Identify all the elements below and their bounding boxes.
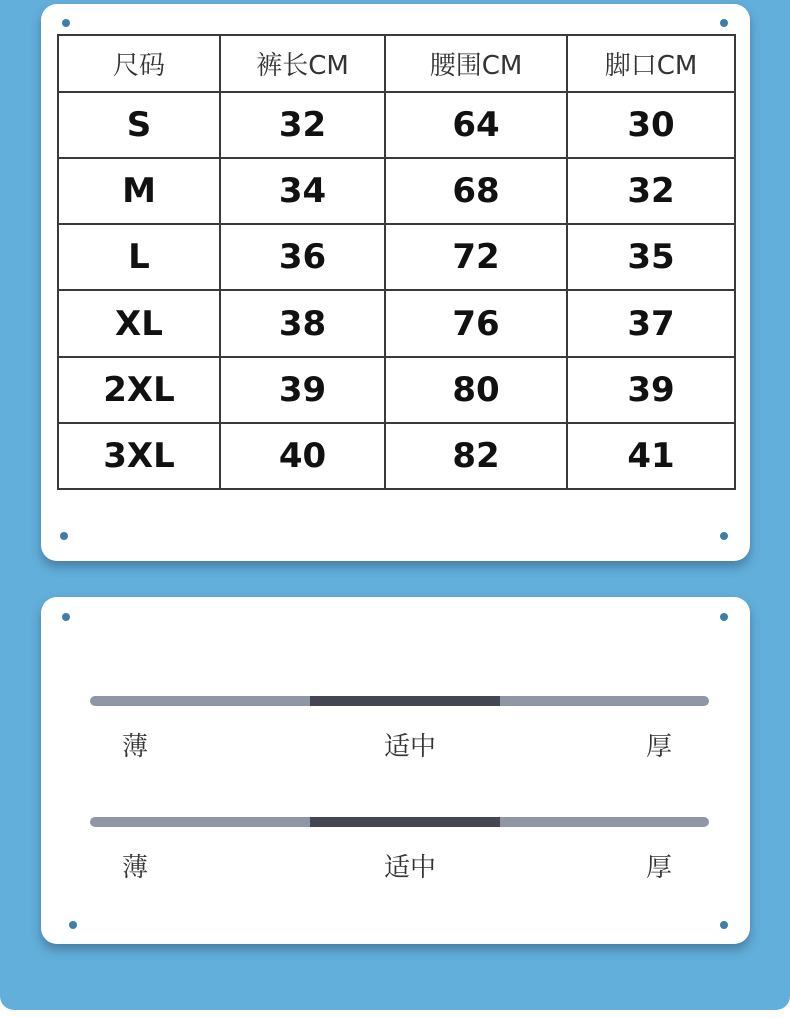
cell-size: 3XL	[58, 423, 220, 489]
table-row	[58, 158, 735, 224]
cell-waist: 76	[385, 290, 567, 356]
header-length: 裤长CM	[220, 35, 385, 92]
cell-hem: 30	[567, 92, 735, 158]
corner-dot	[69, 921, 77, 929]
scale-label-thick: 厚	[646, 732, 673, 762]
table-row	[58, 92, 735, 158]
cell-size: 2XL	[58, 357, 220, 423]
cell-length: 32	[220, 92, 385, 158]
cell-length: 38	[220, 290, 385, 356]
header-hem: 脚口CM	[567, 35, 735, 92]
corner-dot	[62, 613, 70, 621]
header-size: 尺码	[58, 35, 220, 92]
cell-size: M	[58, 158, 220, 224]
scale-label-thin: 薄	[122, 732, 149, 762]
header-waist: 腰围CM	[385, 35, 567, 92]
thickness-scale-track	[90, 817, 709, 827]
cell-length: 34	[220, 158, 385, 224]
corner-dot	[720, 921, 728, 929]
cell-size: L	[58, 224, 220, 290]
cell-size: S	[58, 92, 220, 158]
table-row	[58, 290, 735, 356]
scale-label-medium: 适中	[384, 732, 437, 762]
table-row	[58, 224, 735, 290]
cell-waist: 64	[385, 92, 567, 158]
table-row	[58, 357, 735, 423]
cell-hem: 37	[567, 290, 735, 356]
cell-size: XL	[58, 290, 220, 356]
corner-dot	[720, 532, 728, 540]
cell-waist: 72	[385, 224, 567, 290]
cell-hem: 41	[567, 423, 735, 489]
corner-dot	[720, 19, 728, 27]
thickness-scale-fill	[310, 817, 500, 827]
cell-hem: 35	[567, 224, 735, 290]
scale-label-thick: 厚	[646, 853, 673, 883]
table-header-row	[58, 35, 735, 92]
cell-waist: 80	[385, 357, 567, 423]
size-chart-card	[41, 4, 750, 561]
corner-dot	[60, 532, 68, 540]
thickness-card	[41, 597, 750, 944]
cell-waist: 82	[385, 423, 567, 489]
scale-label-medium: 适中	[384, 853, 437, 883]
cell-length: 39	[220, 357, 385, 423]
table-row	[58, 423, 735, 489]
corner-dot	[720, 613, 728, 621]
corner-dot	[62, 19, 70, 27]
scale-label-thin: 薄	[122, 853, 149, 883]
thickness-scale-track	[90, 696, 709, 706]
size-table	[57, 34, 736, 490]
cell-waist: 68	[385, 158, 567, 224]
cell-length: 36	[220, 224, 385, 290]
cell-hem: 39	[567, 357, 735, 423]
cell-hem: 32	[567, 158, 735, 224]
cell-length: 40	[220, 423, 385, 489]
thickness-scale-fill	[310, 696, 500, 706]
